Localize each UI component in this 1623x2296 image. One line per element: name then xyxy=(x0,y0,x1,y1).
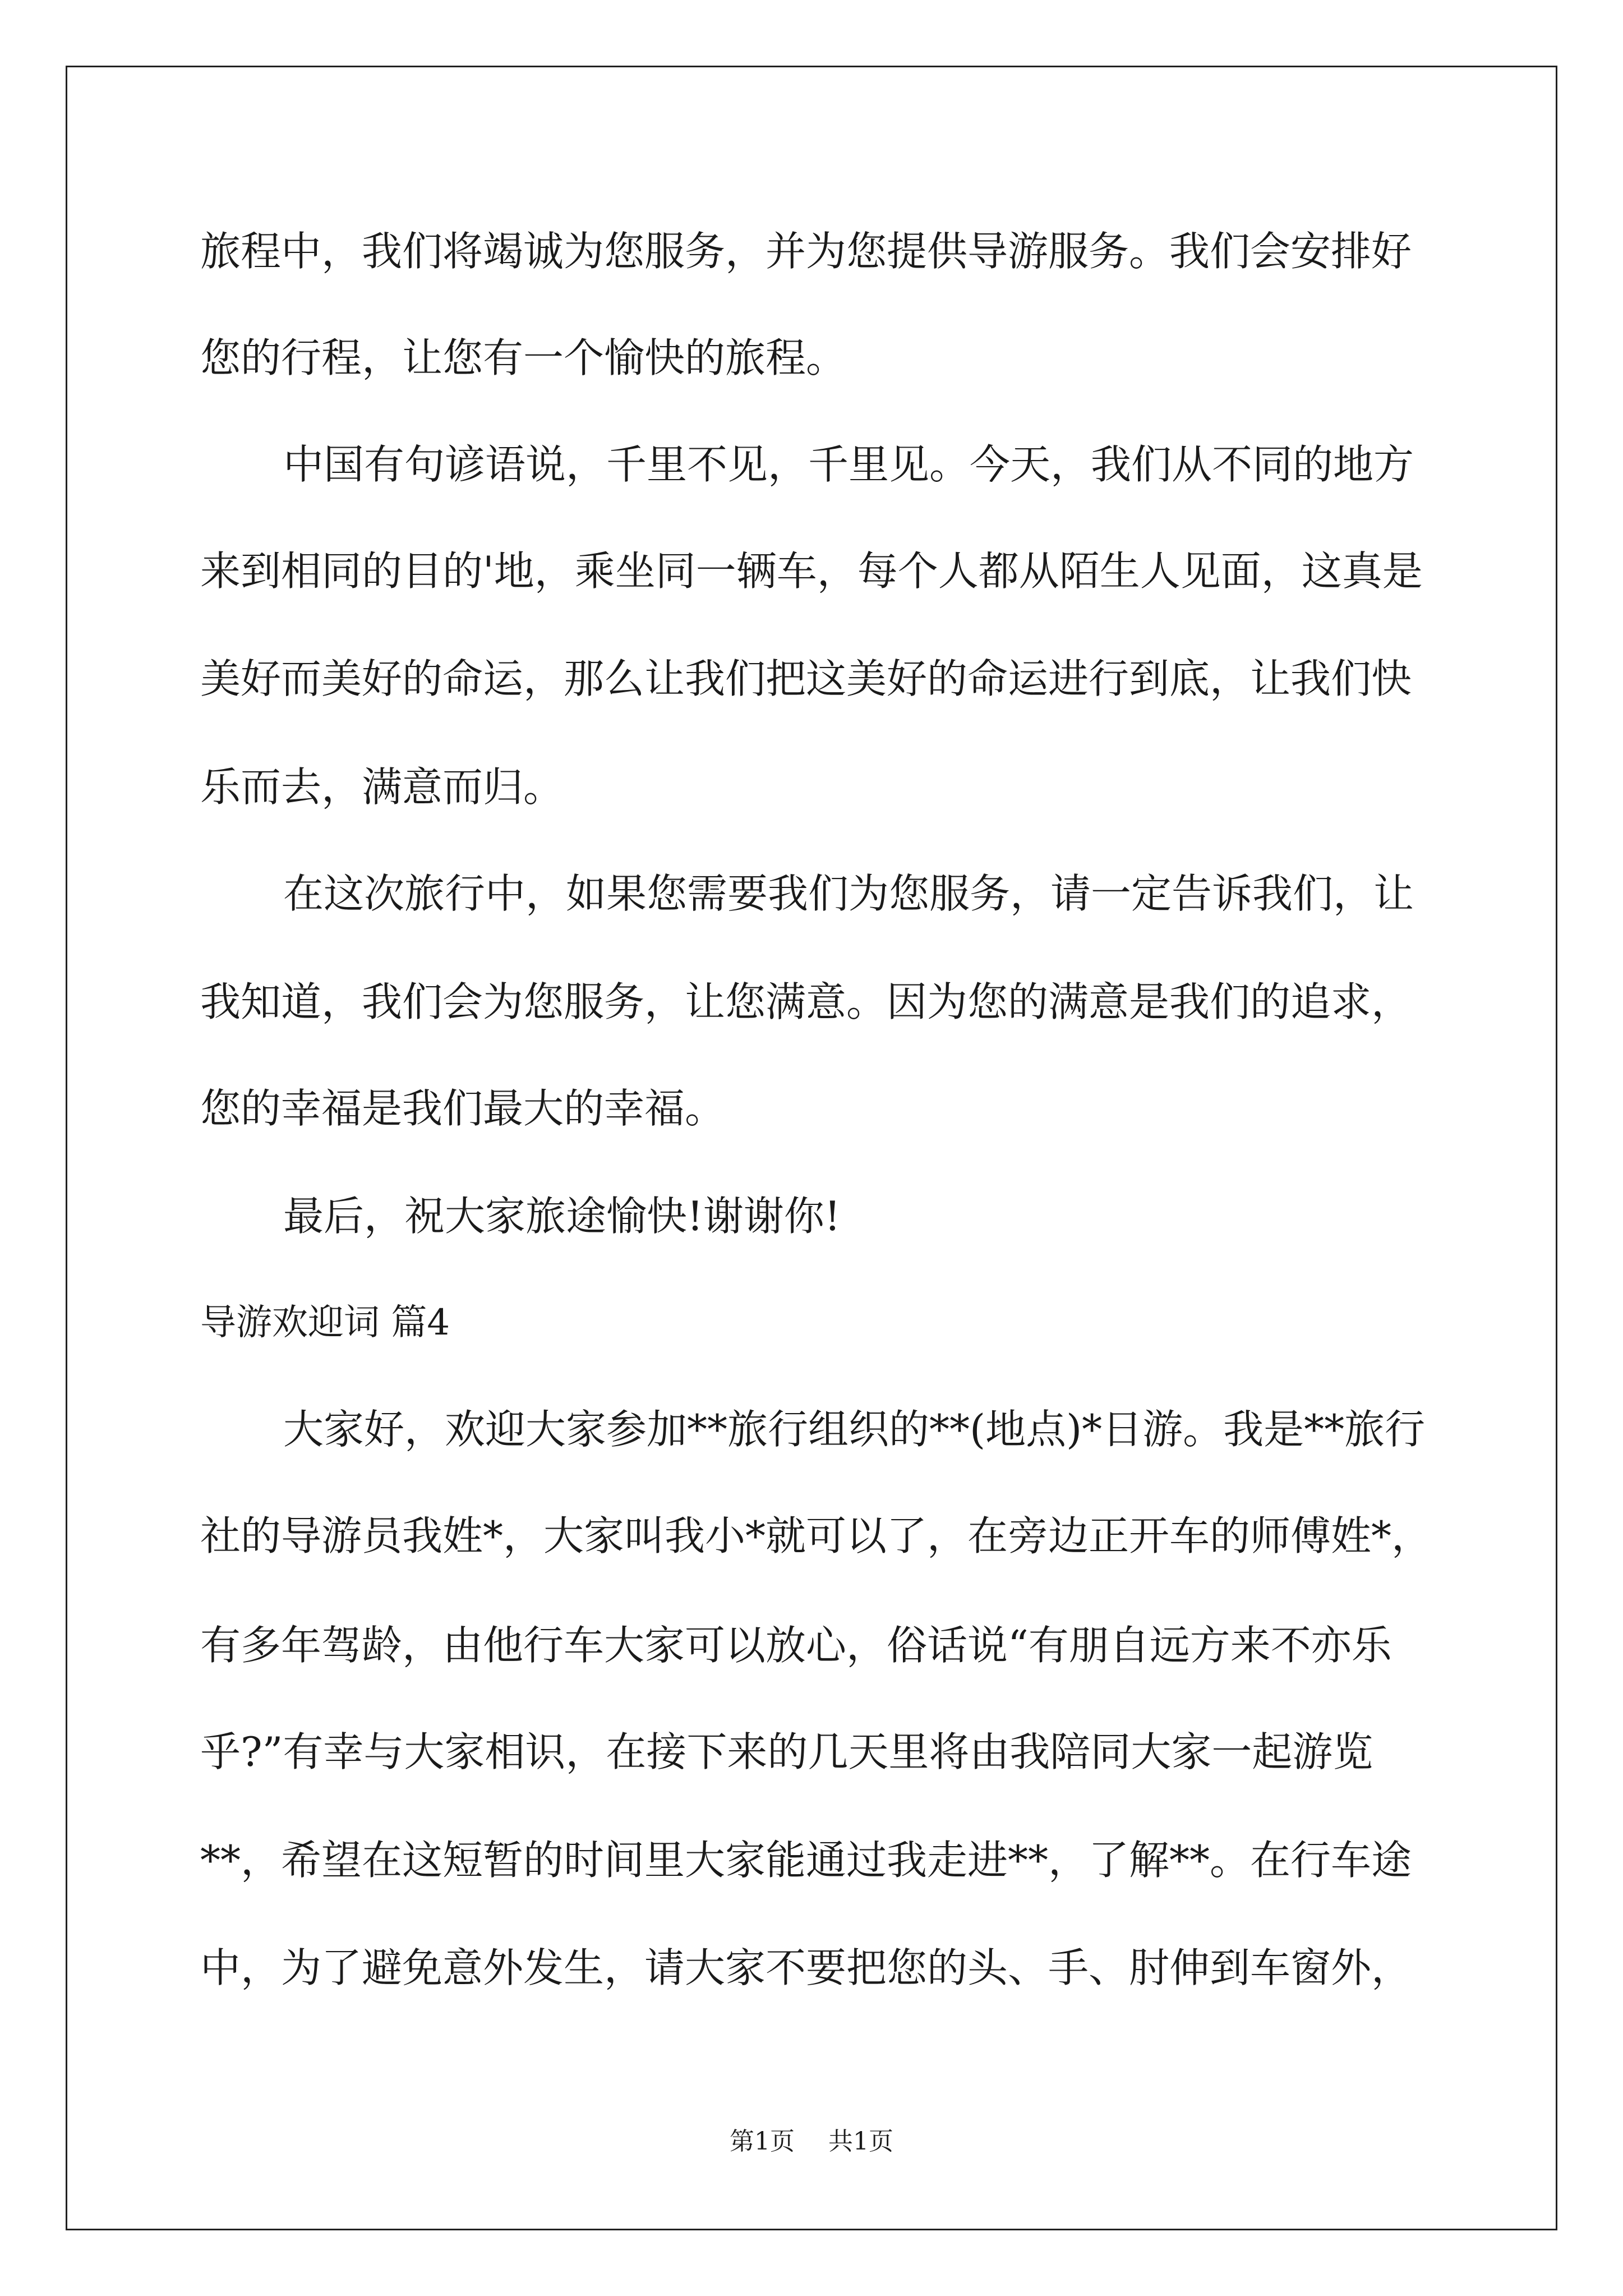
text-line: 我知道，我们会为您服务，让您满意。因为您的满意是我们的追求， xyxy=(200,978,1412,1025)
page-number: 第1页 xyxy=(730,2127,795,2156)
text-line: 旅程中，我们将竭诚为您服务，并为您提供导游服务。我们会安排好 xyxy=(200,228,1412,275)
text-line: 您的幸福是我们最大的幸福。 xyxy=(200,1085,726,1132)
text-line: 最后，祝大家旅途愉快!谢谢你! xyxy=(283,1193,841,1240)
text-line: 您的行程，让您有一个愉快的旅程。 xyxy=(200,334,847,381)
text-line: 乎?”有幸与大家相识，在接下来的几天里将由我陪同大家一起游览 xyxy=(200,1728,1373,1775)
page-border xyxy=(66,66,1557,2230)
page-footer xyxy=(0,2125,1623,2159)
text-line: 有多年驾龄，由他行车大家可以放心，俗话说“有朋自远方来不亦乐 xyxy=(200,1622,1392,1669)
text-line: 社的导游员我姓*，大家叫我小*就可以了，在旁边正开车的师傅姓*， xyxy=(200,1512,1432,1559)
page-total: 共1页 xyxy=(828,2127,893,2156)
text-line: 中，为了避免意外发生，请大家不要把您的头、手、肘伸到车窗外， xyxy=(200,1944,1412,1991)
text-line: 大家好，欢迎大家参加**旅行组织的**(地点)*日游。我是**旅行 xyxy=(283,1406,1426,1453)
text-line: 乐而去，满意而归。 xyxy=(200,763,564,811)
text-line: **，希望在这短暂的时间里大家能通过我走进**，了解**。在行车途 xyxy=(200,1837,1412,1884)
section-heading: 导游欢迎词 篇4 xyxy=(200,1302,450,1343)
text-line: 美好而美好的命运，那么让我们把这美好的命运进行到底，让我们快 xyxy=(200,655,1412,702)
text-line: 在这次旅行中，如果您需要我们为您服务，请一定告诉我们，让 xyxy=(283,870,1414,917)
text-line: 来到相同的目的'地，乘坐同一辆车，每个人都从陌生人见面，这真是 xyxy=(200,547,1423,595)
text-line: 中国有句谚语说，千里不见，千里见。今天，我们从不同的地方 xyxy=(283,441,1414,488)
